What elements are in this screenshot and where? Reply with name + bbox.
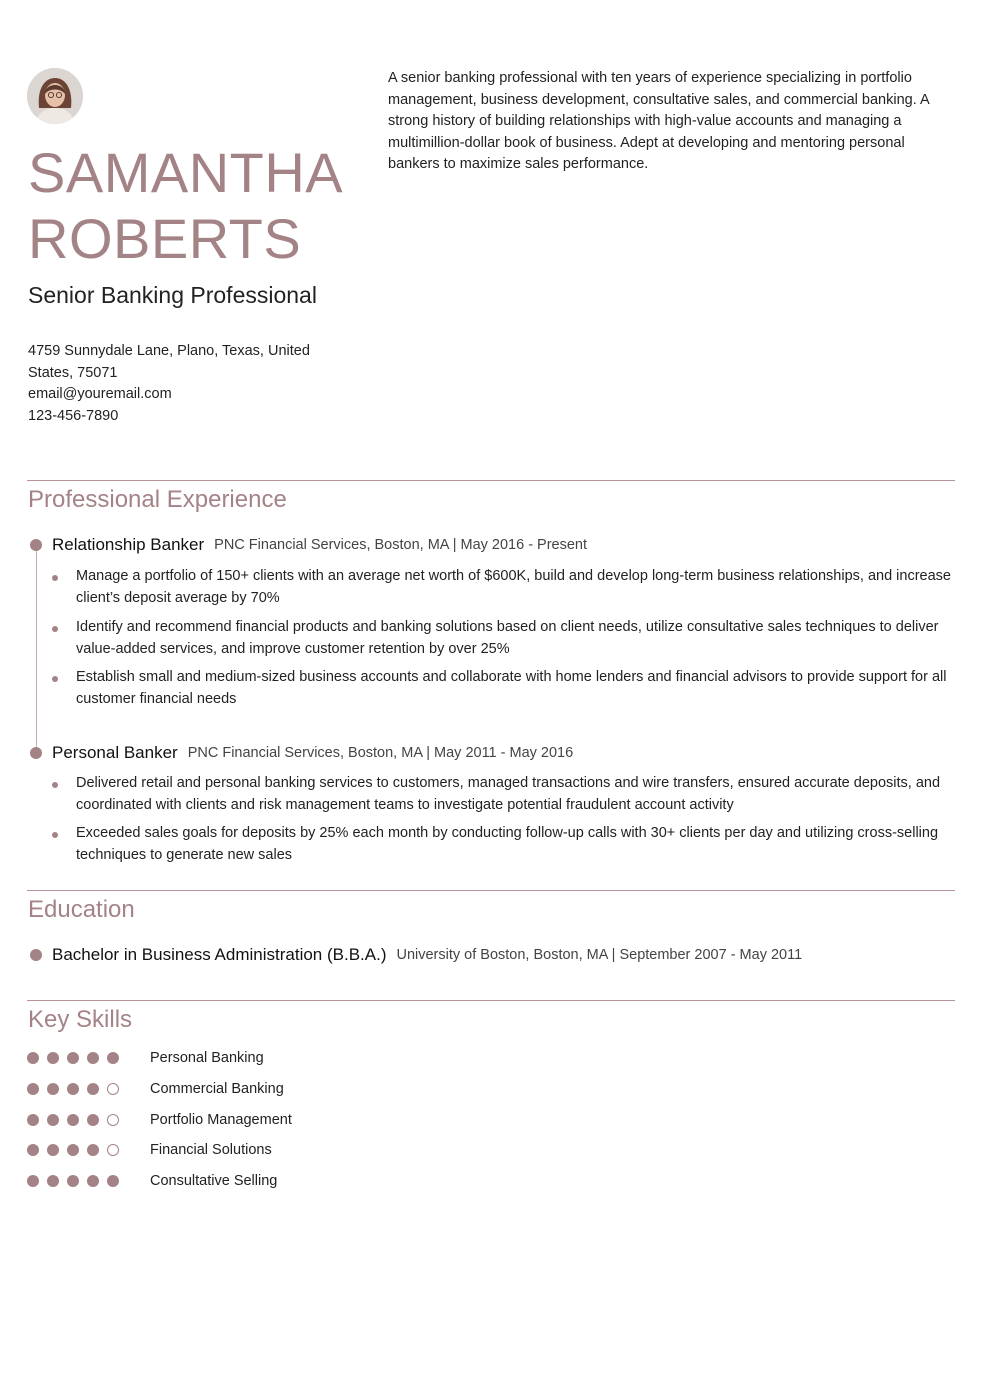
section-divider	[27, 480, 955, 481]
skill-level-filled-dot	[27, 1083, 39, 1095]
job-header	[30, 534, 587, 556]
skill-level-empty-dot	[107, 1144, 119, 1156]
skills-heading: Key Skills	[28, 1006, 133, 1033]
experience-heading: Professional Experience	[28, 486, 287, 513]
skill-level-filled-dot	[87, 1114, 99, 1126]
skill-level-filled-dot	[107, 1052, 119, 1064]
contact-phone: 123-456-7890	[28, 407, 119, 424]
skill-name: Commercial Banking	[150, 1081, 284, 1097]
contact-email[interactable]: email@youremail.com	[28, 386, 172, 402]
skill-name: Consultative Selling	[150, 1173, 278, 1189]
skill-level-filled-dot	[67, 1083, 79, 1095]
skill-level-empty-dot	[107, 1114, 119, 1126]
skill-level-filled-dot	[47, 1144, 59, 1156]
skill-row	[27, 1110, 292, 1130]
skill-level-filled-dot	[67, 1052, 79, 1064]
bullet-text: Manage a portfolio of 150+ clients with an average net worth of $600K, build and develop long-term business relationships, and increase client’s deposit average by 70%	[76, 568, 951, 606]
job-bullet	[52, 566, 952, 609]
skill-level-filled-dot	[47, 1083, 59, 1095]
skill-row	[27, 1140, 272, 1160]
skill-level-filled-dot	[27, 1114, 39, 1126]
skill-row	[27, 1171, 278, 1191]
job-bullet	[52, 773, 952, 816]
job-meta: PNC Financial Services, Boston, MA | May 2011 - May 2016	[187, 745, 574, 761]
skill-level-empty-dot	[107, 1083, 119, 1095]
timeline-line	[36, 547, 37, 753]
skill-name: Portfolio Management	[150, 1112, 292, 1128]
skill-name: Personal Banking	[150, 1050, 264, 1066]
job-role: Personal Banker	[52, 743, 178, 762]
contact-block	[28, 341, 328, 427]
bullet-dot	[52, 832, 58, 838]
skill-level-filled-dot	[87, 1052, 99, 1064]
skill-level-filled-dot	[27, 1052, 39, 1064]
bullet-dot	[52, 676, 58, 682]
skill-level-filled-dot	[87, 1175, 99, 1187]
skill-level-filled-dot	[27, 1175, 39, 1187]
skill-row	[27, 1079, 284, 1099]
skill-name: Financial Solutions	[150, 1142, 272, 1158]
bullet-dot	[52, 575, 58, 581]
education-heading: Education	[28, 896, 135, 923]
bullet-text: Identify and recommend financial products and banking solutions based on client needs, utilize consultative sales techniques to deliver value-added services, and improve customer retention by over 25%	[76, 619, 939, 657]
job-bullet	[52, 617, 952, 660]
degree-name: Bachelor in Business Administration (B.B.A.)	[52, 945, 387, 964]
bullet-text: Establish small and medium-sized business accounts and collaborate with home lenders and financial advisors to provide support for all customer financial needs	[76, 669, 947, 707]
job-role: Relationship Banker	[52, 535, 205, 554]
skill-level-filled-dot	[87, 1083, 99, 1095]
summary-text: A senior banking professional with ten years of experience specializing in portfolio management, business development, consultative sales, and commercial banking. A strong history of building relationships with high-value accounts and managing a multimillion-dollar book of business. Adept at developing and mentoring personal bankers to maximize sales performance.	[388, 70, 929, 172]
timeline-dot	[30, 747, 42, 759]
job-bullet	[52, 823, 952, 866]
skill-level-filled-dot	[67, 1144, 79, 1156]
education-meta: University of Boston, Boston, MA | September 2007 - May 2011	[396, 947, 803, 963]
profile-photo	[27, 68, 83, 124]
skill-level-filled-dot	[67, 1114, 79, 1126]
skill-level-filled-dot	[47, 1052, 59, 1064]
bullet-dot	[52, 626, 58, 632]
bullet-text: Delivered retail and personal banking services to customers, managed transactions and wire transfers, ensured accurate deposits, and coordinated with clients and risk management teams to investigate potential fraudulent account activity	[76, 775, 941, 813]
job-meta: PNC Financial Services, Boston, MA | May 2016 - Present	[214, 537, 588, 553]
skill-row	[27, 1048, 264, 1068]
timeline-dot	[30, 539, 42, 551]
skill-level-filled-dot	[47, 1114, 59, 1126]
contact-address: 4759 Sunnydale Lane, Plano, Texas, United States, 75071	[28, 343, 310, 381]
bullet-dot	[52, 782, 58, 788]
job-bullet	[52, 667, 952, 710]
skill-level-filled-dot	[27, 1144, 39, 1156]
candidate-title: Senior Banking Professional	[28, 282, 317, 308]
education-entry	[30, 944, 802, 966]
skill-level-filled-dot	[67, 1175, 79, 1187]
section-divider	[27, 1000, 955, 1001]
skill-level-filled-dot	[47, 1175, 59, 1187]
job-header	[30, 742, 573, 764]
bullet-text: Exceeded sales goals for deposits by 25% each month by conducting follow-up calls with 30+ clients per day and utilizing cross-selling techniques to generate new sales	[76, 825, 939, 863]
skill-level-filled-dot	[107, 1175, 119, 1187]
section-divider	[27, 890, 955, 891]
education-dot	[30, 949, 42, 961]
candidate-name: SAMANTHA ROBERTS	[28, 141, 341, 270]
skill-level-filled-dot	[87, 1144, 99, 1156]
